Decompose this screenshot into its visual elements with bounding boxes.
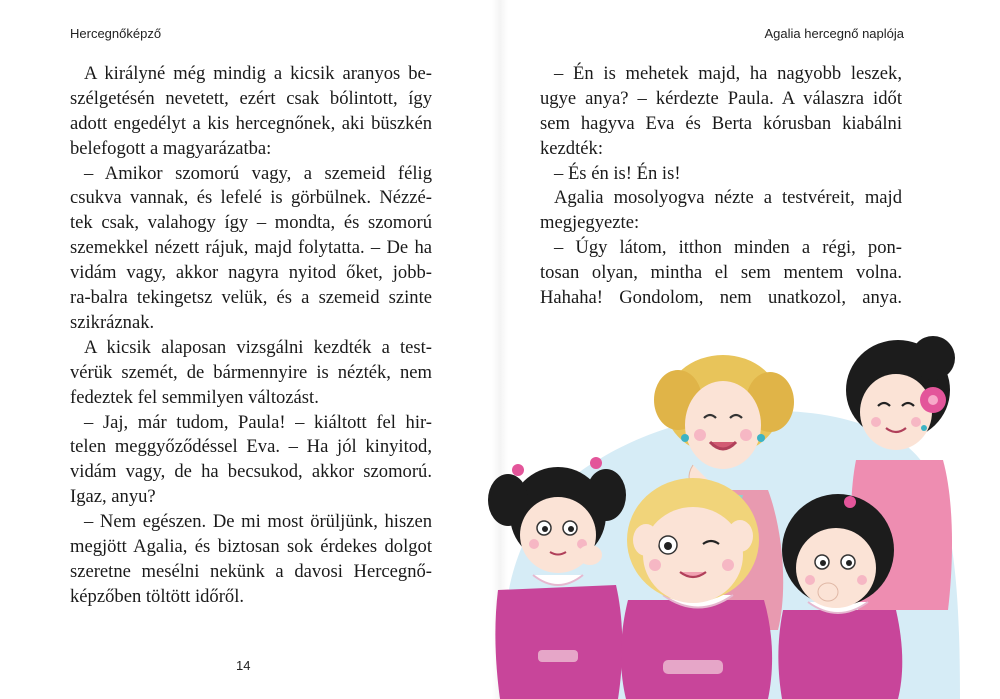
text-line: Hahaha! Gondolom, nem unatkozol, anya. [540, 287, 902, 309]
illustration-queen-and-princesses [478, 330, 960, 699]
text-line: kezdték: [540, 137, 603, 159]
running-head-left: Hercegnőképző [70, 26, 162, 41]
page-number: 14 [236, 658, 251, 673]
text-line: – Én is mehetek majd, ha nagyobb leszek, [554, 63, 902, 84]
text-line: A királyné még mindig a kicsik aranyos be- [84, 63, 432, 84]
right-page-body-text [540, 62, 902, 311]
text-line: vérük szemét, de bármennyire is nézték, nem [70, 361, 432, 383]
text-line: – Amikor szomorú vagy, a szemeid félig [84, 162, 432, 184]
text-line: ra-balra tekingetsz velük, és a szemeid szinte [70, 287, 432, 309]
text-line: – És én is! Én is! [554, 162, 681, 184]
text-line: szikráznak. [70, 311, 155, 333]
text-line: szeretne mesélni nekünk a davosi Hercegnő- [70, 560, 432, 582]
text-line: megjegyezte: [540, 212, 640, 234]
text-line: képzőben töltött időről. [70, 585, 245, 607]
running-head-right: Agalia hercegnő naplója [764, 26, 904, 41]
text-line: – Úgy látom, itthon minden a régi, pon- [554, 237, 902, 259]
text-line: megjött Agalia, és biztosan sok érdekes dolgot [70, 535, 432, 557]
text-line: tosan olyan, mintha el sem mentem volna. [540, 262, 902, 284]
text-line: Igaz, anyu? [70, 486, 156, 508]
text-line: vidám vagy, de ha becsukod, akkor szomorú. [70, 461, 432, 483]
text-line: tek csak, valahogy így – mondta, és szomorú [70, 212, 432, 234]
text-line: fedeztek fel semmilyen változást. [70, 386, 319, 408]
text-line: telen meggyőződéssel Eva. – Ha jól kinyitod, [70, 436, 432, 458]
text-line: csukva vannak, és lefelé is görbülnek. Nézzé- [70, 187, 432, 209]
text-line: adott engedélyt a kis hercegnőnek, aki büszkén [70, 112, 432, 134]
left-page-body-text [70, 62, 432, 610]
text-line: sem hagyva Eva és Berta kórusban kiabálni [540, 112, 902, 134]
text-line: ugye anya? – kérdezte Paula. A válaszra időt [540, 87, 902, 109]
text-line: Agalia mosolyogva nézte a testvéreit, majd [554, 187, 902, 209]
text-line: belefogott a magyarázatba: [70, 137, 272, 159]
text-line: – Jaj, már tudom, Paula! – kiáltott fel hir- [84, 411, 432, 433]
text-line: A kicsik alaposan vizsgálni kezdték a test- [84, 336, 432, 358]
text-line: szemekkel nézett rájuk, majd folytatta. – De ha [70, 237, 432, 259]
text-line: – Nem egészen. De mi most örüljünk, hiszen [84, 511, 432, 533]
text-line: szélgetésén nevetett, ezért csak bólintott, így [70, 87, 432, 109]
text-line: vidám vagy, akkor nagyra nyitod őket, jobb- [70, 262, 432, 284]
